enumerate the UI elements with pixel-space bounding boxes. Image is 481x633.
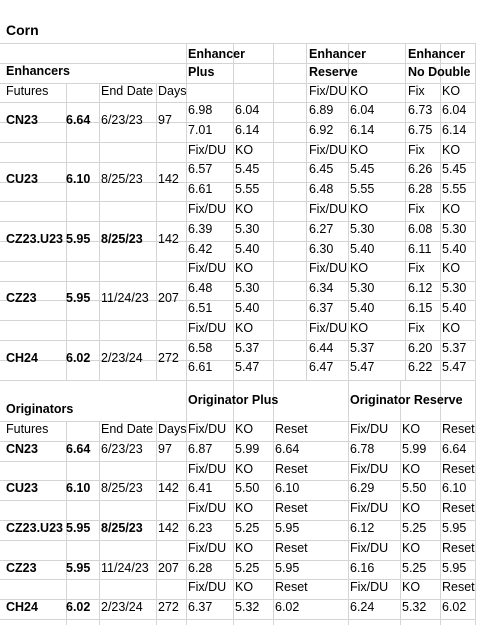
sub-header-cell[interactable]: Fix bbox=[408, 142, 425, 157]
value-cell[interactable]: 5.25 bbox=[235, 560, 260, 575]
value-cell[interactable]: 6.41 bbox=[188, 481, 213, 496]
futures-price[interactable]: 6.02 bbox=[66, 600, 91, 615]
value-cell[interactable]: 6.78 bbox=[350, 441, 375, 456]
sub-header-cell[interactable]: Fix/DU bbox=[309, 142, 348, 157]
end-date-cell[interactable]: 11/24/23 bbox=[101, 291, 149, 306]
sub-header-cell[interactable]: KO bbox=[235, 501, 254, 516]
value-cell[interactable]: 5.30 bbox=[350, 221, 375, 236]
sub-header-cell[interactable]: Fix/DU bbox=[350, 540, 389, 555]
value-cell[interactable]: 5.37 bbox=[442, 340, 467, 355]
value-cell[interactable]: 6.61 bbox=[188, 360, 213, 375]
sub-header-cell[interactable]: Reset bbox=[442, 461, 475, 476]
sub-header-cell[interactable]: KO bbox=[350, 261, 369, 276]
sub-header-cell[interactable]: Fix bbox=[408, 84, 425, 98]
value-cell[interactable]: 6.16 bbox=[350, 560, 375, 575]
grid-line bbox=[348, 381, 349, 625]
value-cell[interactable]: 5.95 bbox=[275, 521, 300, 535]
days-cell[interactable]: 272 bbox=[158, 350, 179, 365]
sub-header-cell[interactable]: KO bbox=[402, 580, 421, 595]
grid-line bbox=[273, 43, 274, 380]
sub-header-cell[interactable]: Reset bbox=[442, 422, 475, 436]
days-cell[interactable]: 142 bbox=[158, 231, 179, 246]
sub-header-cell[interactable]: Fix bbox=[408, 261, 425, 276]
sub-header-cell[interactable]: Fix/DU bbox=[350, 501, 389, 516]
sub-header-cell[interactable]: KO bbox=[235, 580, 254, 595]
grid-line bbox=[156, 421, 157, 625]
group-header-line2: Plus bbox=[188, 65, 215, 79]
value-cell[interactable]: 6.28 bbox=[408, 182, 433, 197]
value-cell[interactable]: 6.14 bbox=[350, 122, 375, 137]
value-cell[interactable]: 6.45 bbox=[309, 162, 334, 177]
value-cell[interactable]: 5.37 bbox=[350, 340, 375, 355]
value-cell[interactable]: 6.48 bbox=[188, 281, 213, 296]
value-cell[interactable]: 5.45 bbox=[235, 162, 260, 177]
column-header-end-date: End Date bbox=[101, 84, 154, 98]
value-cell[interactable]: 6.87 bbox=[188, 441, 213, 456]
days-cell[interactable]: 97 bbox=[158, 441, 172, 456]
value-cell[interactable]: 5.47 bbox=[235, 360, 260, 375]
sub-header-cell[interactable]: KO bbox=[350, 142, 369, 157]
value-cell[interactable]: 6.20 bbox=[408, 340, 433, 355]
value-cell[interactable]: 6.22 bbox=[408, 360, 433, 375]
value-cell[interactable]: 6.58 bbox=[188, 340, 213, 355]
sub-header-cell[interactable]: KO bbox=[442, 320, 461, 335]
futures-price[interactable]: 6.02 bbox=[66, 350, 91, 365]
column-header-futures: Futures bbox=[6, 84, 49, 98]
group-header-originator-plus: Originator Plus bbox=[188, 393, 279, 407]
sub-header-cell[interactable]: KO bbox=[235, 540, 254, 555]
group-header-line2: No Double bbox=[408, 65, 471, 79]
group-header-line2: Reserve bbox=[309, 65, 358, 79]
grid-line bbox=[475, 381, 476, 625]
value-cell[interactable]: 5.50 bbox=[235, 481, 260, 496]
sub-header-cell[interactable]: Fix/DU bbox=[309, 320, 348, 335]
days-cell[interactable]: 207 bbox=[158, 560, 179, 575]
value-cell[interactable]: 5.55 bbox=[350, 182, 375, 197]
value-cell[interactable]: 7.01 bbox=[188, 122, 213, 137]
value-cell[interactable]: 5.40 bbox=[442, 301, 467, 315]
value-cell[interactable]: 5.30 bbox=[442, 281, 467, 296]
sub-header-cell[interactable]: KO bbox=[350, 84, 369, 98]
days-cell[interactable]: 142 bbox=[158, 481, 179, 496]
grid-line bbox=[0, 43, 476, 44]
end-date-cell[interactable]: 8/25/23 bbox=[101, 521, 143, 535]
grid-line bbox=[0, 380, 476, 381]
value-cell[interactable]: 5.40 bbox=[235, 241, 260, 256]
sub-header-cell[interactable]: KO bbox=[235, 261, 254, 276]
sub-header-cell[interactable]: Reset bbox=[275, 540, 308, 555]
section-label-enhancers: Enhancers bbox=[6, 64, 70, 78]
value-cell[interactable]: 6.04 bbox=[350, 103, 375, 117]
grid-line bbox=[306, 43, 307, 380]
sub-header-cell[interactable]: Fix/DU bbox=[188, 580, 227, 595]
value-cell[interactable]: 6.30 bbox=[309, 241, 334, 256]
value-cell[interactable]: 6.37 bbox=[188, 600, 213, 615]
end-date-cell[interactable]: 2/23/24 bbox=[101, 600, 143, 615]
group-header-enhancer-plus bbox=[188, 45, 245, 81]
value-cell[interactable]: 5.40 bbox=[350, 301, 375, 315]
value-cell[interactable]: 5.40 bbox=[442, 241, 467, 256]
sub-header-cell[interactable]: Fix/DU bbox=[350, 580, 389, 595]
sub-header-cell[interactable]: KO bbox=[350, 202, 369, 216]
futures-symbol[interactable]: CH24 bbox=[6, 600, 38, 615]
sub-header-cell[interactable]: Fix/DU bbox=[188, 461, 227, 476]
futures-symbol[interactable]: CU23 bbox=[6, 481, 38, 496]
value-cell[interactable]: 6.64 bbox=[275, 441, 300, 456]
sub-header-cell[interactable]: KO bbox=[350, 320, 369, 335]
group-header-enhancer-reserve bbox=[309, 45, 366, 81]
grid-line bbox=[186, 381, 187, 625]
value-cell[interactable]: 5.30 bbox=[442, 221, 467, 236]
sub-header-cell[interactable]: Reset bbox=[275, 580, 308, 595]
futures-price[interactable]: 5.95 bbox=[66, 560, 91, 575]
group-header-line1: Enhancer bbox=[188, 47, 245, 61]
futures-symbol[interactable]: CN23 bbox=[6, 441, 38, 456]
days-cell[interactable]: 142 bbox=[158, 521, 179, 535]
sub-header-cell[interactable]: KO bbox=[235, 461, 254, 476]
value-cell[interactable]: 6.15 bbox=[408, 301, 433, 315]
sub-header-cell[interactable]: KO bbox=[402, 501, 421, 516]
value-cell[interactable]: 5.25 bbox=[402, 521, 427, 535]
sub-header-cell[interactable]: KO bbox=[442, 261, 461, 276]
value-cell[interactable]: 6.14 bbox=[235, 122, 260, 137]
futures-price[interactable]: 6.10 bbox=[66, 172, 91, 187]
sub-header-cell[interactable]: KO bbox=[235, 142, 254, 157]
value-cell[interactable]: 6.24 bbox=[350, 600, 375, 615]
futures-price[interactable]: 5.95 bbox=[66, 521, 91, 535]
value-cell[interactable]: 5.37 bbox=[235, 340, 260, 355]
sub-header-cell[interactable]: Reset bbox=[275, 422, 308, 436]
futures-price[interactable]: 6.64 bbox=[66, 112, 91, 127]
sheet-title: Corn bbox=[6, 22, 39, 38]
sub-header-cell[interactable]: KO bbox=[235, 202, 254, 216]
sub-header-cell[interactable]: Fix/DU bbox=[309, 202, 348, 216]
value-cell[interactable]: 5.95 bbox=[442, 560, 467, 575]
value-cell[interactable]: 5.99 bbox=[402, 441, 427, 456]
grid-line bbox=[273, 381, 274, 625]
futures-symbol[interactable]: CH24 bbox=[6, 350, 38, 365]
value-cell[interactable]: 6.37 bbox=[309, 301, 334, 315]
value-cell[interactable]: 6.48 bbox=[309, 182, 334, 197]
group-header-enhancer-no-double bbox=[408, 45, 471, 81]
column-header-end-date: End Date bbox=[101, 422, 154, 436]
futures-symbol[interactable]: CN23 bbox=[6, 112, 38, 127]
column-header-days: Days bbox=[158, 422, 187, 436]
value-cell[interactable]: 6.51 bbox=[188, 301, 213, 315]
value-cell[interactable]: 6.04 bbox=[442, 103, 467, 117]
grid-line bbox=[0, 83, 476, 84]
grid-line bbox=[0, 619, 476, 620]
sub-header-cell[interactable]: Reset bbox=[442, 540, 475, 555]
value-cell[interactable]: 6.44 bbox=[309, 340, 334, 355]
sub-header-cell[interactable]: Reset bbox=[442, 580, 475, 595]
value-cell[interactable]: 6.34 bbox=[309, 281, 334, 296]
value-cell[interactable]: 5.45 bbox=[442, 162, 467, 177]
value-cell[interactable]: 6.57 bbox=[188, 162, 213, 177]
value-cell[interactable]: 6.64 bbox=[442, 441, 467, 456]
value-cell[interactable]: 6.61 bbox=[188, 182, 213, 197]
days-cell[interactable]: 97 bbox=[158, 112, 172, 127]
value-cell[interactable]: 5.40 bbox=[350, 241, 375, 256]
grid-line bbox=[475, 43, 476, 380]
sub-header-cell[interactable]: Reset bbox=[442, 501, 475, 516]
value-cell[interactable]: 6.08 bbox=[408, 221, 433, 236]
group-header-line1: Enhancer bbox=[309, 47, 366, 61]
value-cell[interactable]: 5.95 bbox=[442, 521, 467, 535]
value-cell[interactable]: 6.92 bbox=[309, 122, 334, 137]
value-cell[interactable]: 6.29 bbox=[350, 481, 375, 496]
days-cell[interactable]: 207 bbox=[158, 291, 179, 306]
sub-header-cell[interactable]: KO bbox=[402, 422, 421, 436]
grid-line bbox=[400, 381, 401, 625]
sub-header-cell[interactable]: Fix bbox=[408, 202, 425, 216]
sub-header-cell[interactable]: Fix/DU bbox=[188, 202, 227, 216]
sub-header-cell[interactable]: KO bbox=[442, 202, 461, 216]
value-cell[interactable]: 6.28 bbox=[188, 560, 213, 575]
value-cell[interactable]: 6.89 bbox=[309, 103, 334, 117]
value-cell[interactable]: 5.99 bbox=[235, 441, 260, 456]
grid-line bbox=[405, 43, 406, 380]
value-cell[interactable]: 5.30 bbox=[350, 281, 375, 296]
value-cell[interactable]: 6.42 bbox=[188, 241, 213, 256]
end-date-cell[interactable]: 8/25/23 bbox=[101, 172, 143, 187]
end-date-cell[interactable]: 11/24/23 bbox=[101, 560, 149, 575]
group-header-line1: Enhancer bbox=[408, 47, 465, 61]
sub-header-cell[interactable]: KO bbox=[235, 422, 254, 436]
column-header-futures: Futures bbox=[6, 422, 49, 436]
sub-header-cell[interactable]: Fix/DU bbox=[350, 422, 389, 436]
value-cell[interactable]: 6.10 bbox=[442, 481, 467, 496]
value-cell[interactable]: 5.30 bbox=[235, 221, 260, 236]
grid-line bbox=[233, 381, 234, 625]
futures-symbol[interactable]: CU23 bbox=[6, 172, 38, 187]
futures-price[interactable]: 6.64 bbox=[66, 441, 91, 456]
grid-line bbox=[233, 43, 234, 380]
value-cell[interactable]: 6.04 bbox=[235, 103, 260, 117]
sub-header-cell[interactable]: Fix/DU bbox=[188, 501, 227, 516]
sub-header-cell[interactable]: Reset bbox=[275, 501, 308, 516]
sub-header-cell[interactable]: Fix/DU bbox=[188, 422, 227, 436]
futures-symbol[interactable]: CZ23 bbox=[6, 291, 37, 306]
value-cell[interactable]: 6.26 bbox=[408, 162, 433, 177]
sub-header-cell[interactable]: KO bbox=[442, 84, 461, 98]
value-cell[interactable]: 5.25 bbox=[402, 560, 427, 575]
futures-price[interactable]: 5.95 bbox=[66, 231, 91, 246]
futures-price[interactable]: 6.10 bbox=[66, 481, 91, 496]
value-cell[interactable]: 5.50 bbox=[402, 481, 427, 496]
end-date-cell[interactable]: 6/23/23 bbox=[101, 441, 143, 456]
sub-header-cell[interactable]: Fix/DU bbox=[188, 540, 227, 555]
futures-symbol[interactable]: CZ23.U23 bbox=[6, 521, 63, 535]
column-header-days: Days bbox=[158, 84, 187, 98]
sub-header-cell[interactable]: Fix/DU bbox=[188, 261, 227, 276]
sub-header-cell[interactable]: KO bbox=[402, 540, 421, 555]
value-cell[interactable]: 6.75 bbox=[408, 122, 433, 137]
value-cell[interactable]: 6.02 bbox=[275, 600, 300, 615]
sub-header-cell[interactable]: Fix bbox=[408, 320, 425, 335]
value-cell[interactable]: 5.95 bbox=[275, 560, 300, 575]
value-cell[interactable]: 5.25 bbox=[235, 521, 260, 535]
value-cell[interactable]: 5.47 bbox=[442, 360, 467, 375]
end-date-cell[interactable]: 6/23/23 bbox=[101, 112, 143, 127]
end-date-cell[interactable]: 8/25/23 bbox=[101, 231, 143, 246]
sub-header-cell[interactable]: Fix/DU bbox=[350, 461, 389, 476]
sub-header-cell[interactable]: Fix/DU bbox=[188, 142, 227, 157]
futures-symbol[interactable]: CZ23.U23 bbox=[6, 231, 63, 246]
sub-header-cell[interactable]: Fix/DU bbox=[188, 320, 227, 335]
value-cell[interactable]: 6.98 bbox=[188, 103, 213, 117]
sub-header-cell[interactable]: KO bbox=[442, 142, 461, 157]
value-cell[interactable]: 6.27 bbox=[309, 221, 334, 236]
value-cell[interactable]: 6.02 bbox=[442, 600, 467, 615]
grid-line bbox=[99, 421, 100, 625]
grid-line bbox=[348, 43, 349, 380]
sub-header-cell[interactable]: Fix/DU bbox=[309, 84, 348, 98]
value-cell[interactable]: 5.32 bbox=[235, 600, 260, 615]
value-cell[interactable]: 6.73 bbox=[408, 103, 433, 117]
value-cell[interactable]: 6.12 bbox=[408, 281, 433, 296]
value-cell[interactable]: 6.39 bbox=[188, 221, 213, 236]
sub-header-cell[interactable]: Fix/DU bbox=[309, 261, 348, 276]
futures-price[interactable]: 5.95 bbox=[66, 291, 91, 306]
value-cell[interactable]: 5.32 bbox=[402, 600, 427, 615]
value-cell[interactable]: 6.23 bbox=[188, 521, 213, 535]
value-cell[interactable]: 6.12 bbox=[350, 521, 375, 535]
days-cell[interactable]: 142 bbox=[158, 172, 179, 187]
grid-line bbox=[156, 83, 157, 380]
sub-header-cell[interactable]: KO bbox=[402, 461, 421, 476]
days-cell[interactable]: 272 bbox=[158, 600, 179, 615]
value-cell[interactable]: 6.14 bbox=[442, 122, 467, 137]
value-cell[interactable]: 6.10 bbox=[275, 481, 300, 496]
grid-line bbox=[440, 43, 441, 380]
grid-line bbox=[99, 83, 100, 380]
value-cell[interactable]: 5.30 bbox=[235, 281, 260, 296]
end-date-cell[interactable]: 8/25/23 bbox=[101, 481, 143, 496]
value-cell[interactable]: 5.55 bbox=[235, 182, 260, 197]
value-cell[interactable]: 6.11 bbox=[408, 241, 432, 256]
grid-line bbox=[440, 381, 441, 625]
sub-header-cell[interactable]: Reset bbox=[275, 461, 308, 476]
end-date-cell[interactable]: 2/23/24 bbox=[101, 350, 143, 365]
value-cell[interactable]: 5.45 bbox=[350, 162, 375, 177]
value-cell[interactable]: 5.55 bbox=[442, 182, 467, 197]
section-label-originators: Originators bbox=[6, 402, 74, 416]
futures-symbol[interactable]: CZ23 bbox=[6, 560, 37, 575]
group-header-originator-reserve: Originator Reserve bbox=[350, 393, 463, 407]
value-cell[interactable]: 6.47 bbox=[309, 360, 334, 375]
sub-header-cell[interactable]: KO bbox=[235, 320, 254, 335]
value-cell[interactable]: 5.47 bbox=[350, 360, 375, 375]
value-cell[interactable]: 5.40 bbox=[235, 301, 260, 315]
